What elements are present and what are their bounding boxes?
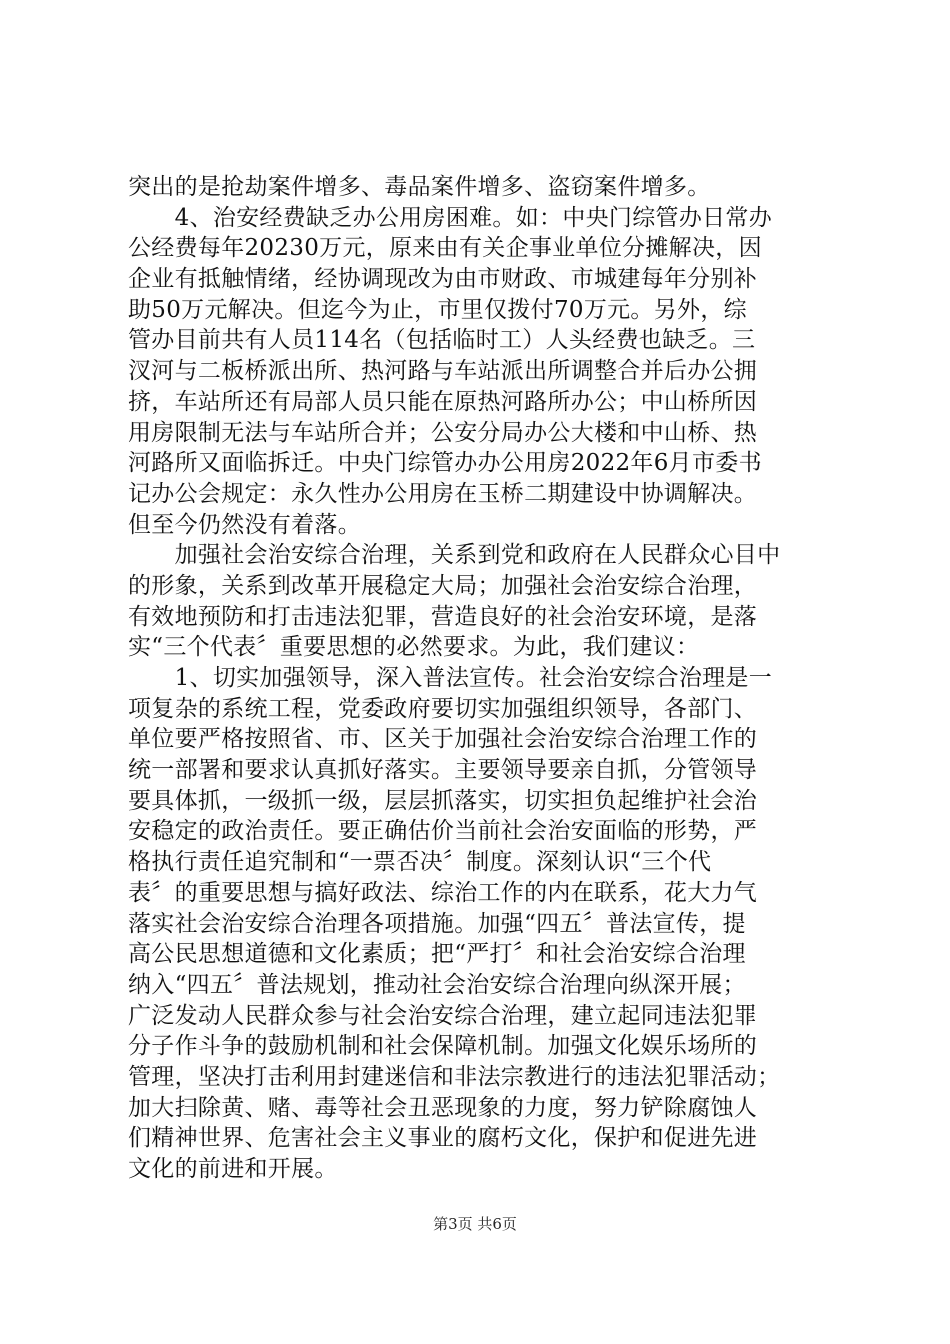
text-line: 表〞的重要思想与搞好政法、综治工作的内在联系，花大力气 (128, 879, 758, 906)
text-line: 实“三个代表〞重要思想的必然要求。为此，我们建议： (128, 634, 700, 661)
text-line: 的形象，关系到改革开展稳定大局；加强社会治安综合治理， (128, 572, 758, 599)
text-line: 突出的是抢劫案件增多、毒品案件增多、盗窃案件增多。 (128, 174, 711, 200)
text-line: 们精神世界、危害社会主义事业的腐朽文化，保护和促进先进 (128, 1125, 758, 1152)
text-line: 纳入“四五〞普法规划，推动社会治安综合治理向纵深开展； (128, 971, 746, 998)
text-line: 挤，车站所还有局部人员只能在原热河路所办公；中山桥所因 (128, 388, 758, 415)
text-line: 高公民思想道德和文化素质；把“严打〞和社会治安综合治理 (128, 941, 746, 968)
text-line: 文化的前进和开展。 (128, 1156, 338, 1182)
text-line: 统一部署和要求认真抓好落实。主要领导要亲自抓，分管领导 (128, 757, 758, 784)
text-line: 格执行责任追究制和“一票否决〞制度。深刻认识“三个代 (128, 849, 712, 876)
page-footer (0, 1213, 950, 1234)
text-line: 管办目前共有人员114名（包括临时工）人头经费也缺乏。三 (128, 327, 756, 354)
text-line: 助50万元解决。但迄今为止，市里仅拨付70万元。另外，综 (128, 296, 747, 323)
text-line: 记办公会规定：永久性办公用房在玉桥二期建设中协调解决。 (128, 480, 758, 507)
text-line: 企业有抵触情绪，经协调现改为由市财政、市城建每年分别补 (128, 266, 758, 293)
text-line: 加大扫除黄、赌、毒等社会丑恶现象的力度，努力铲除腐蚀人 (128, 1094, 758, 1121)
text-line: 广泛发动人民群众参与社会治安综合治理，建立起同违法犯罪 (128, 1002, 758, 1029)
text-line: 有效地预防和打击违法犯罪，营造良好的社会治安环境，是落 (128, 603, 758, 630)
page-number: 第3页 共6页 (433, 1215, 517, 1233)
text-line: 分子作斗争的鼓励机制和社会保障机制。加强文化娱乐场所的 (128, 1033, 758, 1060)
text-line: 单位要严格按照省、市、区关于加强社会治安综合治理工作的 (128, 726, 758, 753)
text-line: 4、治安经费缺乏办公用房困难。如：中央门综管办日常办 (128, 204, 773, 231)
text-line: 用房限制无法与车站所合并；公安分局办公大楼和中山桥、热 (128, 419, 758, 446)
text-line: 项复杂的系统工程，党委政府要切实加强组织领导，各部门、 (128, 695, 758, 722)
text-line: 安稳定的政治责任。要正确估价当前社会治安面临的形势，严 (128, 818, 758, 845)
text-line: 但至今仍然没有着落。 (128, 511, 361, 538)
text-line: 河路所又面临拆迁。中央门综管办办公用房2022年6月市委书 (128, 450, 762, 477)
text-line: 公经费每年20230万元，原来由有关企事业单位分摊解决，因 (128, 235, 762, 262)
text-line: 落实社会治安综合治理各项措施。加强“四五〞普法宣传，提 (128, 910, 746, 937)
text-line: 管理，坚决打击利用封建迷信和非法宗教进行的违法犯罪活动； (128, 1063, 781, 1090)
text-line: 加强社会治安综合治理，关系到党和政府在人民群众心目中 (128, 542, 781, 569)
text-line: 要具体抓，一级抓一级，层层抓落实，切实担负起维护社会治 (128, 787, 758, 814)
text-line: 汊河与二板桥派出所、热河路与车站派出所调整合并后办公拥 (128, 358, 758, 385)
text-line: 1、切实加强领导，深入普法宣传。社会治安综合治理是一 (128, 665, 773, 691)
body-text (128, 172, 828, 1185)
